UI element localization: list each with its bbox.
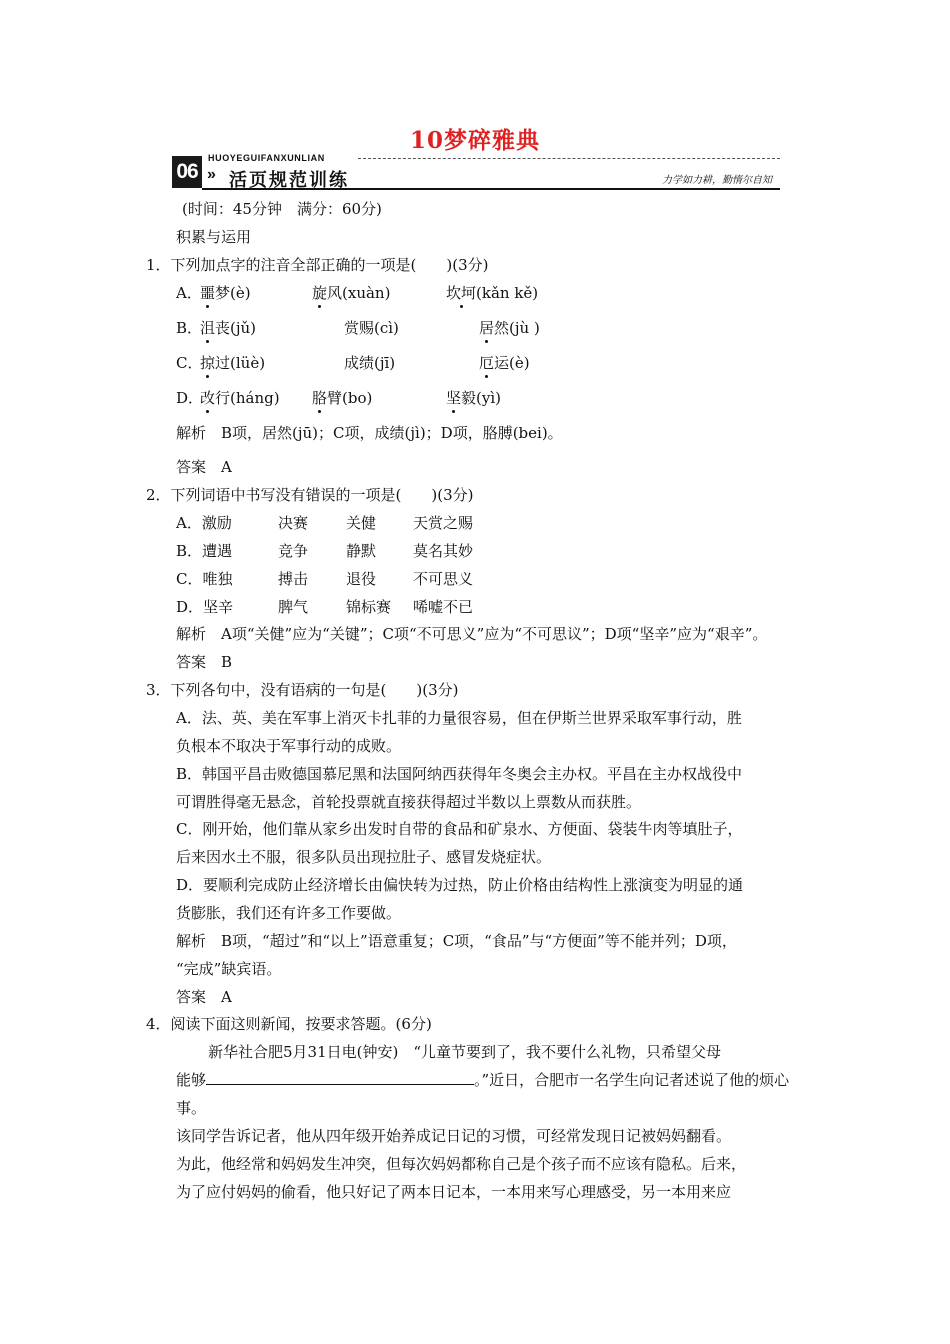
q1-b-item3: 居然(jù ): [479, 319, 540, 337]
q2-b-word3: 静默: [346, 542, 377, 560]
q1-a-item3: 坎坷(kǎn kě): [446, 284, 539, 302]
q4-news-line: 新华社合肥5月31日电(钟安) “儿童节要到了，我不要什么礼物，只希望父母: [208, 1043, 722, 1061]
q4-news-line-blank: 能够 。”近日，合肥市一名学生向记者述说了他的烦心: [176, 1071, 790, 1089]
q1-b-item2: 赏赐(cì): [344, 319, 399, 337]
q3-stem: 3．下列各句中，没有语病的一句是( )(3分): [146, 681, 459, 699]
section-motto: 力学如力耕，勤惰尔自知: [662, 175, 772, 186]
q1-c-item1: 掠过(lüè): [200, 354, 266, 372]
q2-d-word2: 脾气: [278, 598, 309, 616]
q2-b-word2: 竞争: [278, 542, 309, 560]
q3-line: 货膨胀，我们还有许多工作要做。: [176, 904, 402, 922]
q2-d-word3: 锦标赛: [346, 598, 392, 616]
q4-news-para: 为了应付妈妈的偷看，他只好记了两本日记本，一本用来写心理感受，另一本用来应: [176, 1183, 732, 1201]
q2-a-word1: A．激励: [176, 514, 232, 532]
q1-d-item2: 胳臂(bo): [312, 389, 373, 407]
q1-c-label: C．: [176, 354, 203, 372]
q2-d-word1: D．坚辛: [176, 598, 234, 616]
q1-a-item1: 噩梦(è): [200, 284, 251, 302]
section-banner: [172, 152, 780, 192]
dashed-divider: [358, 158, 780, 159]
q2-d-word4: 唏嘘不已: [413, 598, 474, 616]
q2-b-word1: B．遭遇: [176, 542, 233, 560]
q3-line: C．刚开始，他们靠从家乡出发时自带的食品和矿泉水、方便面、袋装牛肉等填肚子，: [176, 820, 743, 838]
time-score: (时间：45分钟 满分：60分): [182, 200, 382, 218]
q3-line: 可谓胜得毫无悬念，首轮投票就直接获得超过半数以上票数从而获胜。: [176, 793, 642, 811]
q2-c-word4: 不可思义: [413, 570, 474, 588]
q3-line: A．法、英、美在军事上消灭卡扎菲的力量很容易，但在伊斯兰世界采取军事行动，胜: [176, 709, 742, 727]
q2-answer: 答案 B: [176, 653, 233, 671]
q1-c-item3: 厄运(è): [479, 354, 530, 372]
q3-line: 负根本不取决于军事行动的成败。: [176, 737, 402, 755]
q1-answer: 答案 A: [176, 458, 232, 476]
q2-a-word3: 关健: [346, 514, 377, 532]
q2-a-word4: 天赏之赐: [413, 514, 474, 532]
q1-b-item1: 沮丧(jǔ): [200, 319, 257, 337]
q3-analysis: 解析 B项，“超过”和“以上”语意重复；C项，“食品”与“方便面”等不能并列；D项，: [176, 932, 737, 950]
q1-stem: 1．下列加点字的注音全部正确的一项是( )(3分): [146, 256, 489, 274]
q1-d-item1: 改行(háng): [200, 389, 280, 407]
q2-b-word4: 莫名其妙: [413, 542, 474, 560]
q4-news-para: 该同学告诉记者，他从四年级开始养成记日记的习惯，可经常发现日记被妈妈翻看。: [176, 1127, 732, 1145]
q1-d-label: D．: [176, 389, 204, 407]
part-heading: 积累与运用: [176, 228, 252, 246]
chevron-icon: »: [207, 166, 216, 183]
q2-c-word3: 退役: [346, 570, 377, 588]
section-title: 活页规范训练: [229, 170, 349, 191]
q3-line: D．要顺利完成防止经济增长由偏快转为过热，防止价格由结构性上涨演变为明显的通: [176, 876, 744, 894]
q1-a-item2: 旋风(xuàn): [312, 284, 391, 302]
lesson-title: 10梦碎雅典: [409, 127, 540, 154]
q2-stem: 2．下列词语中书写没有错误的一项是( )(3分): [146, 486, 474, 504]
section-pinyin: HUOYEGUIFANXUNLIAN: [208, 153, 325, 163]
q1-d-item3: 坚毅(yì): [446, 389, 501, 407]
q3-analysis-cont: “完成”缺宾语。: [176, 960, 282, 978]
q2-c-word2: 搏击: [278, 570, 309, 588]
q2-a-word2: 决赛: [278, 514, 309, 532]
q3-line: 后来因水土不服，很多队员出现拉肚子、感冒发烧症状。: [176, 848, 552, 866]
q1-b-label: B．: [176, 319, 203, 337]
q3-line: B．韩国平昌击败德国慕尼黑和法国阿纳西获得年冬奥会主办权。平昌在主办权战役中: [176, 765, 743, 783]
q1-a-label: A．: [176, 284, 202, 302]
q4-stem: 4．阅读下面这则新闻，按要求答题。(6分): [146, 1015, 432, 1033]
banner-rule: [202, 188, 780, 190]
section-number: 06: [172, 156, 202, 188]
q2-c-word1: C．唯独: [176, 570, 233, 588]
q1-analysis: 解析 B项，居然(jū)；C项，成绩(jì)；D项，胳膊(bei)。: [176, 424, 563, 442]
answer-blank[interactable]: [206, 1070, 474, 1085]
q2-analysis: 解析 A项“关健”应为“关键”；C项“不可思义”应为“不可思议”；D项“坚辛”应为“艰辛”。: [176, 625, 768, 643]
q3-answer: 答案 A: [176, 988, 232, 1006]
q1-c-item2: 成绩(jī): [344, 354, 396, 372]
q4-news-para: 为此，他经常和妈妈发生冲突，但每次妈妈都称自己是个孩子而不应该有隐私。后来，: [176, 1155, 747, 1173]
q4-news-line: 事。: [176, 1099, 207, 1117]
